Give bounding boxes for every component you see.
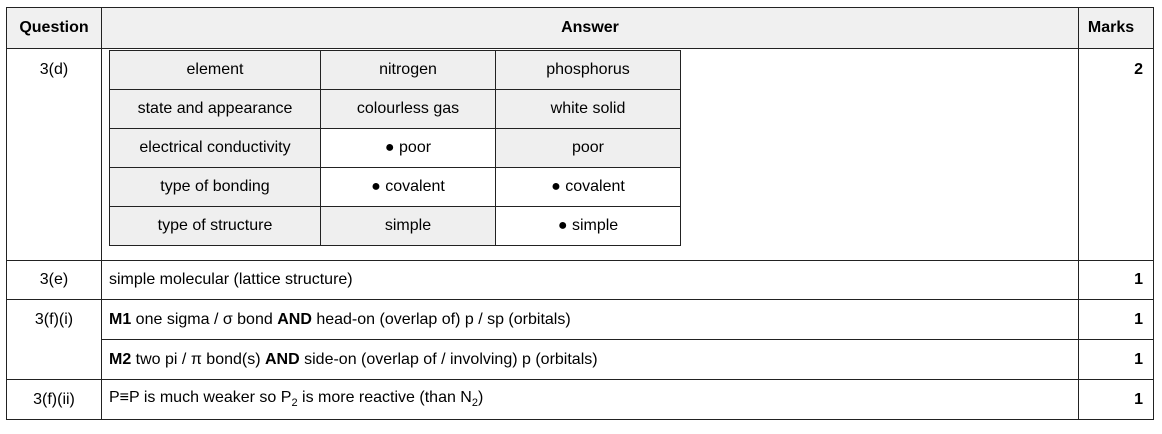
row-3e bbox=[7, 261, 1154, 300]
row-3fi-m1 bbox=[7, 300, 1154, 340]
subscript-2: 2 bbox=[291, 397, 298, 410]
table-cell: white solid bbox=[496, 90, 681, 129]
question-3d: 3(d) bbox=[7, 49, 102, 261]
table-cell: phosphorus bbox=[496, 51, 681, 90]
question-3fii: 3(f)(ii) bbox=[7, 380, 102, 420]
question-3fi: 3(f)(i) bbox=[7, 300, 102, 340]
table-cell: type of bonding bbox=[110, 168, 321, 207]
header-row bbox=[7, 8, 1154, 49]
m1-and: AND bbox=[277, 310, 312, 328]
row-3fi-m2 bbox=[7, 340, 1154, 380]
properties-table bbox=[109, 50, 681, 246]
answer-3e: simple molecular (lattice structure) bbox=[102, 261, 1079, 300]
marks-3d: 2 bbox=[1079, 49, 1154, 261]
subscript-2: 2 bbox=[471, 397, 478, 410]
marks-3fi-m2: 1 bbox=[1079, 340, 1154, 380]
table-cell: nitrogen bbox=[321, 51, 496, 90]
marks-3e: 1 bbox=[1079, 261, 1154, 300]
answer-3fii bbox=[102, 380, 1079, 420]
table-cell: electrical conductivity bbox=[110, 129, 321, 168]
answer-3fii-c: ) bbox=[477, 389, 484, 407]
table-row bbox=[110, 168, 681, 207]
table-cell: state and appearance bbox=[110, 90, 321, 129]
m1-text-a: one sigma / σ bond bbox=[131, 310, 278, 328]
m2-text-a: two pi / π bond(s) bbox=[131, 350, 265, 368]
table-row bbox=[110, 129, 681, 168]
mark-scheme-table bbox=[6, 7, 1154, 420]
m2-label: M2 bbox=[109, 350, 132, 368]
table-row bbox=[110, 90, 681, 129]
table-cell: ● simple bbox=[496, 207, 681, 246]
marks-header: Marks bbox=[1079, 8, 1154, 49]
table-cell: ● poor bbox=[321, 129, 496, 168]
table-cell: ● covalent bbox=[321, 168, 496, 207]
row-3fii bbox=[7, 380, 1154, 420]
table-cell: element bbox=[110, 51, 321, 90]
table-cell: ● covalent bbox=[496, 168, 681, 207]
m1-text-b: head-on (overlap of) p / sp (orbitals) bbox=[311, 310, 571, 328]
marks-3fi-m1: 1 bbox=[1079, 300, 1154, 340]
question-3fi-cont bbox=[7, 340, 102, 380]
m2-text-b: side-on (overlap of / involving) p (orbitals) bbox=[299, 350, 598, 368]
m2-and: AND bbox=[265, 350, 300, 368]
question-3e: 3(e) bbox=[7, 261, 102, 300]
m1-label: M1 bbox=[109, 310, 132, 328]
table-cell: colourless gas bbox=[321, 90, 496, 129]
question-header: Question bbox=[7, 8, 102, 49]
table-row bbox=[110, 51, 681, 90]
table-cell: poor bbox=[496, 129, 681, 168]
answer-3fii-a: P≡P is much weaker so P bbox=[109, 389, 292, 407]
answer-3fi-m2 bbox=[102, 340, 1079, 380]
marks-3fii: 1 bbox=[1079, 380, 1154, 420]
table-cell: type of structure bbox=[110, 207, 321, 246]
answer-3fii-b: is more reactive (than N bbox=[297, 389, 472, 407]
answer-3d bbox=[102, 49, 1079, 261]
answer-header: Answer bbox=[102, 8, 1079, 49]
table-cell: simple bbox=[321, 207, 496, 246]
table-row bbox=[110, 207, 681, 246]
row-3d bbox=[7, 49, 1154, 261]
answer-3fi-m1 bbox=[102, 300, 1079, 340]
